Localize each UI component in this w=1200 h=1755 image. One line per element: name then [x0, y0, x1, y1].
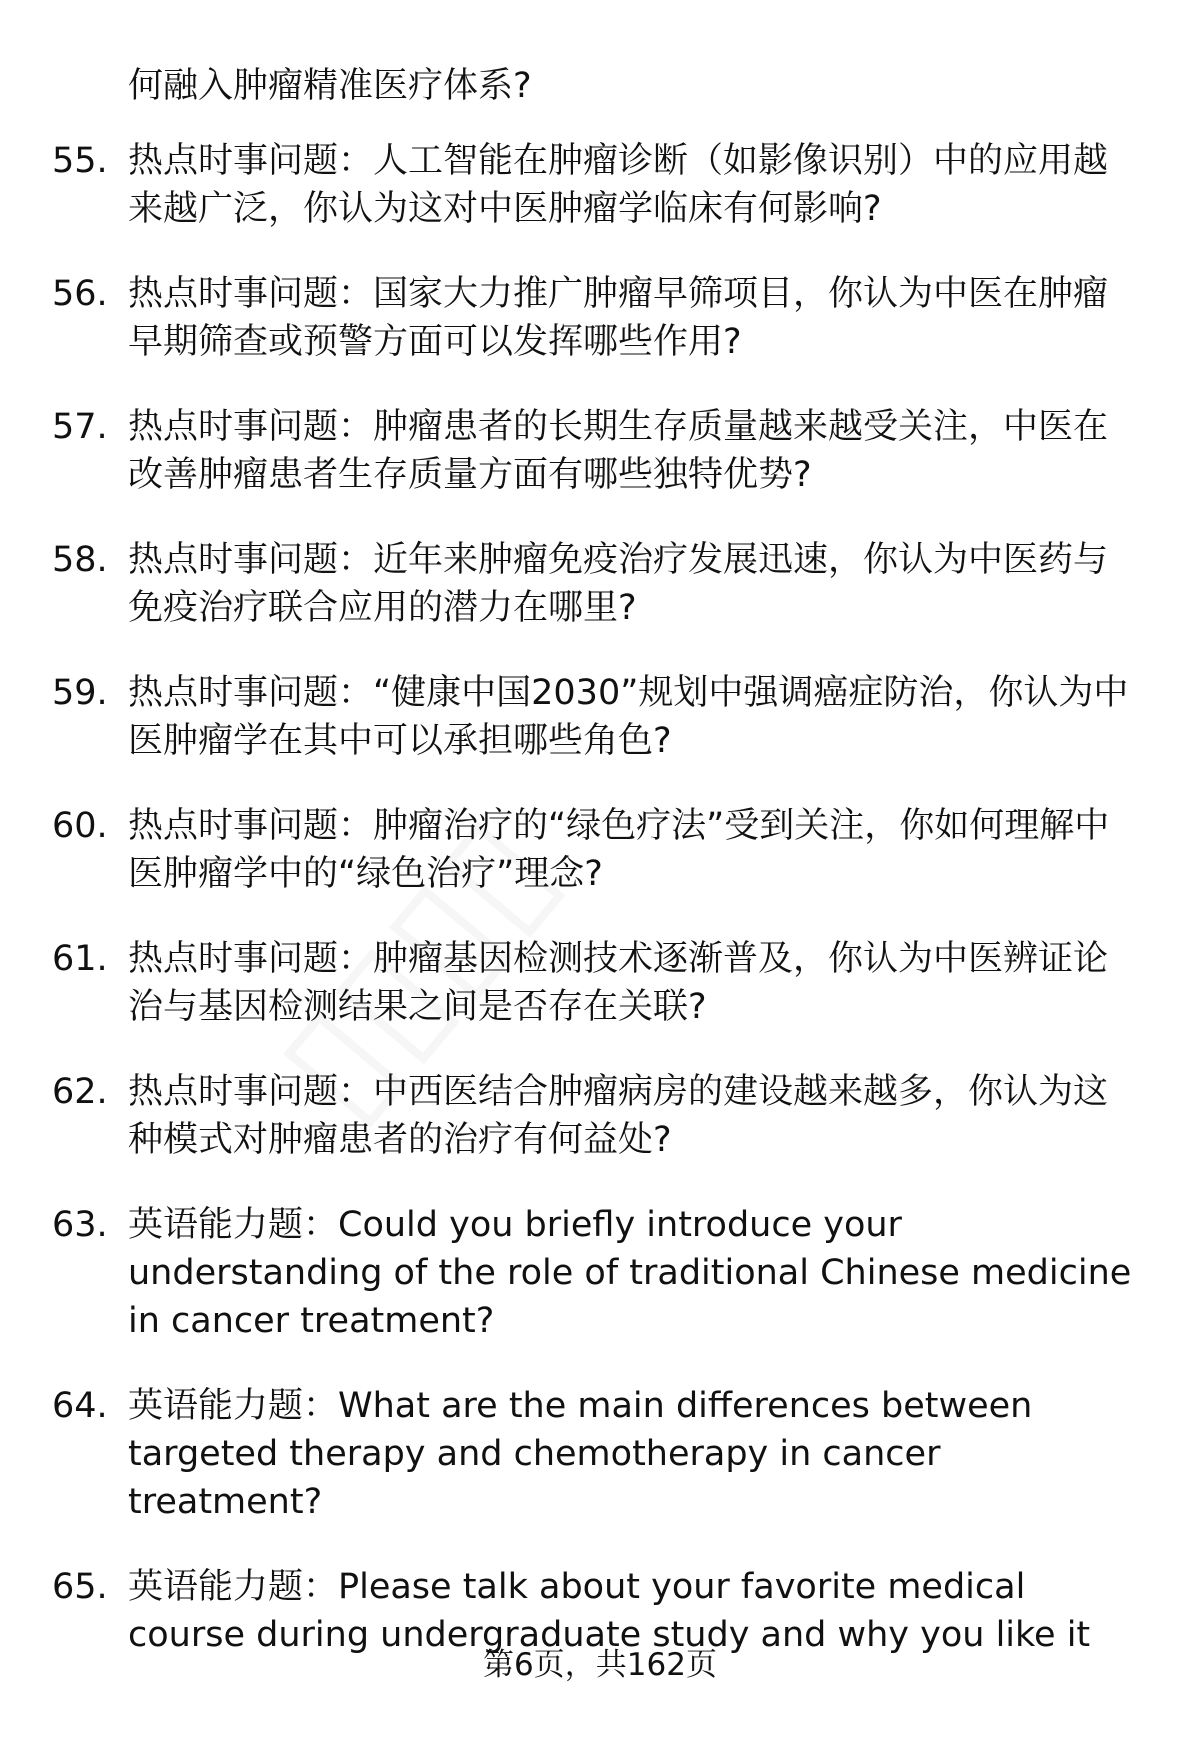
- question-number: 55.: [52, 141, 108, 181]
- question-text: 热点时事问题：肿瘤患者的长期生存质量越来越受关注，中医在改善肿瘤患者生存质量方面有哪些独特优势?: [128, 407, 1109, 495]
- question-text: 英语能力题：Please talk about your favorite medical course during undergraduate study and why you like it: [128, 1567, 1091, 1655]
- question-item: [0, 935, 1200, 1031]
- question-number: 63.: [52, 1205, 108, 1245]
- question-number: 62.: [52, 1072, 108, 1112]
- question-item: [0, 1068, 1200, 1164]
- question-number: 58.: [52, 540, 108, 580]
- page-footer: 第6页，共162页: [483, 1647, 717, 1683]
- question-item: [0, 536, 1200, 632]
- question-item: [0, 1382, 1200, 1526]
- question-text: 热点时事问题：肿瘤基因检测技术逐渐普及，你认为中医辨证论治与基因检测结果之间是否存在关联?: [128, 939, 1109, 1027]
- question-item: [0, 137, 1200, 233]
- question-number: 61.: [52, 939, 108, 979]
- question-text: 英语能力题：Could you briefly introduce your understanding of the role of traditional Chinese medicine in cancer treatment?: [128, 1205, 1132, 1341]
- question-text: 热点时事问题：中西医结合肿瘤病房的建设越来越多，你认为这种模式对肿瘤患者的治疗有何益处?: [128, 1072, 1109, 1160]
- question-text: 英语能力题：What are the main differences between targeted therapy and chemotherapy in cancer treatment?: [128, 1386, 1033, 1522]
- question-list: [0, 137, 1200, 1696]
- question-item: [0, 669, 1200, 765]
- question-number: 57.: [52, 407, 108, 447]
- question-number: 59.: [52, 673, 108, 713]
- continuation-text: 何融入肿瘤精准医疗体系?: [128, 66, 532, 106]
- question-text: 热点时事问题：人工智能在肿瘤诊断（如影像识别）中的应用越来越广泛，你认为这对中医肿瘤学临床有何影响?: [128, 141, 1109, 229]
- question-number: 65.: [52, 1567, 108, 1607]
- question-text: 热点时事问题：“健康中国2030”规划中强调癌症防治，你认为中医肿瘤学在其中可以承担哪些角色?: [128, 673, 1129, 761]
- question-item: [0, 1201, 1200, 1345]
- question-item: [0, 802, 1200, 898]
- question-text: 热点时事问题：近年来肿瘤免疫治疗发展迅速，你认为中医药与免疫治疗联合应用的潜力在哪里?: [128, 540, 1109, 628]
- question-item: [0, 403, 1200, 499]
- question-number: 60.: [52, 806, 108, 846]
- question-item: [0, 270, 1200, 366]
- question-text: 热点时事问题：国家大力推广肿瘤早筛项目，你认为中医在肿瘤早期筛查或预警方面可以发挥哪些作用?: [128, 274, 1109, 362]
- question-number: 64.: [52, 1386, 108, 1426]
- question-number: 56.: [52, 274, 108, 314]
- question-text: 热点时事问题：肿瘤治疗的“绿色疗法”受到关注，你如何理解中医肿瘤学中的“绿色治疗”理念?: [128, 806, 1110, 894]
